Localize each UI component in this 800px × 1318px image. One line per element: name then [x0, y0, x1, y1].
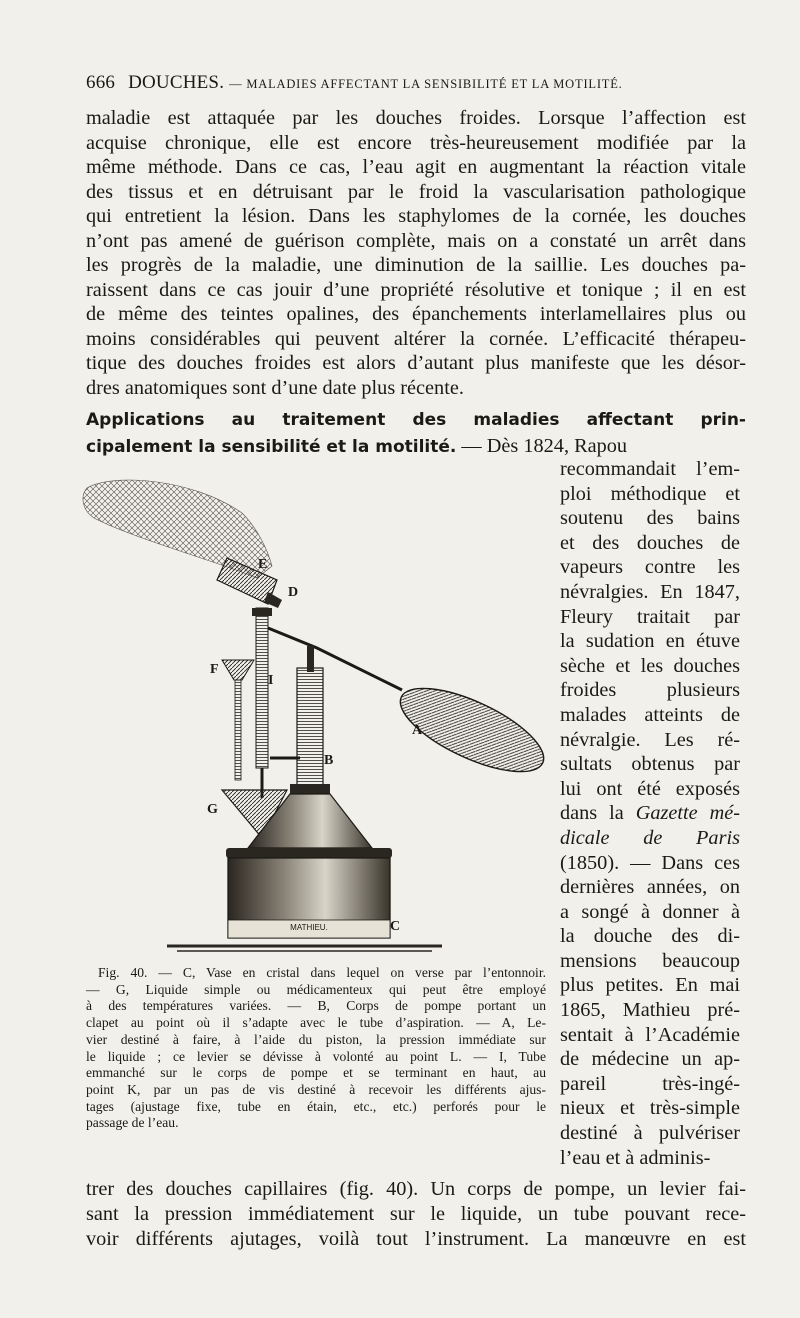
ground-shadow: [167, 946, 442, 951]
label-F: F: [210, 662, 219, 677]
text-line: vapeurs contre les: [560, 556, 740, 579]
text-line: moins considérables qui peuvent altérer la cornée. L’efficacité thérapeu-: [86, 327, 746, 350]
text-line: destiné à pulvériser: [560, 1122, 740, 1145]
text-line: [560, 801, 740, 826]
text-line: trer des douches capillaires (fig. 40). Un corps de pompe, un levier fai-: [86, 1178, 746, 1200]
text-line: voir différents ajutages, voilà tout l’instrument. La manœuvre en est: [86, 1228, 746, 1250]
text-line: sentait à l’Académie: [560, 1023, 740, 1046]
text-line: sant la pression immédiatement sur le liquide, un tube pouvant rece-: [86, 1203, 746, 1225]
text-line: mensions beaucoup: [560, 949, 740, 972]
journal-title-start: Gazette mé-: [635, 802, 740, 825]
text-line: tique des douches froides est alors d’autant plus manifeste que les désor-: [86, 352, 746, 374]
caption-line: emmanché sur le corps de pompe et se terminant en haut, au: [86, 1065, 546, 1081]
journal-title-end: dicale de Paris: [560, 826, 740, 849]
text-line: la sudation en étuve: [560, 630, 740, 653]
text-line: même méthode. Dans ce cas, l’eau agit en augmentant la réaction vitale: [86, 156, 746, 178]
running-title: DOUCHES.: [128, 72, 225, 93]
caption-line: point K, par un pas de vis destiné à recevoir les différents ajus-: [86, 1081, 546, 1097]
text-line: des tissus et en détruisant par le froid la vascularisation pathologique: [86, 180, 746, 203]
text-line: les progrès de la maladie, une diminution de la saillie. Les douches pa-: [86, 254, 746, 276]
text-line: la douche des di-: [560, 925, 740, 948]
text-line: recommandait l’em-: [560, 458, 740, 480]
caption-line: vier destiné à faire, à l’aide du piston, la pression immédiate sur: [86, 1031, 546, 1047]
text-line: l’eau et à adminis-: [560, 1146, 711, 1169]
right-column-text: [560, 457, 740, 1170]
text-line: raissent dans ce cas jouir d’une propriété résolutive et tonique ; il en est: [86, 278, 746, 301]
text-line: dres anatomiques sont d’une date plus récente.: [86, 376, 464, 399]
caption-line: clapet au point où il s’adapte avec le tube d’aspiration. — A, Le-: [86, 1015, 546, 1031]
text-line: acquise chronique, elle est encore très-heureusement modifiée par la: [86, 131, 746, 154]
text-line: nieux et très-simple: [560, 1097, 740, 1120]
text-line: malades atteints de: [560, 703, 740, 726]
section-title: — MALADIES AFFECTANT LA SENSIBILITÉ ET LA MOTILITÉ.: [229, 77, 623, 91]
label-I: I: [268, 673, 274, 688]
text-line: névralgies. En 1847,: [560, 580, 740, 603]
text-line: ploi méthodique et: [560, 482, 740, 505]
text-line: maladie est attaquée par les douches froides. Lorsque l’affection est: [86, 107, 746, 129]
heading-line-1: Applications au traitement des maladies affectant prin-: [86, 410, 746, 430]
spray-plume: [83, 480, 272, 578]
caption-line: passage de l’eau.: [86, 1115, 179, 1131]
text-line: de médecine un ap-: [560, 1048, 740, 1071]
text-line: pareil très-ingé-: [560, 1072, 740, 1095]
text-line: sultats obtenus par: [560, 753, 740, 776]
text-line: soutenu des bains: [560, 507, 740, 530]
text-line: lui ont été exposés: [560, 777, 740, 800]
text-line: n’ont pas amené de guérison complète, mais on a constaté un arrêt dans: [86, 229, 746, 252]
text-line: froides plusieurs: [560, 679, 740, 702]
caption-line: Fig. 40. — C, Vase en cristal dans lequel on verse par l’entonnoir.: [98, 965, 546, 980]
running-header: [86, 72, 746, 94]
figure-pulverizer-engraving: [72, 468, 552, 958]
caption-line: tages (ajustage fixe, tube en étain, etc., etc.) perforés pour le: [86, 1098, 546, 1114]
text-line: Fleury traitait par: [560, 605, 740, 628]
text-line: névralgie. Les ré-: [560, 728, 740, 751]
bottom-paragraph: [86, 1177, 746, 1252]
text-line: et des douches de: [560, 531, 740, 554]
caption-line: le liquide ; ce levier se dévisse à volonté au point L. — I, Tube: [86, 1048, 546, 1064]
vertical-tube-I: [252, 608, 272, 768]
label-G: G: [207, 802, 218, 817]
funnel-F: [222, 660, 254, 780]
text-line: [560, 826, 740, 851]
text-line: 1865, Mathieu pré-: [560, 999, 740, 1022]
label-A: A: [412, 723, 423, 738]
top-paragraph: [86, 106, 746, 400]
text-line: plus petites. En mai: [560, 974, 740, 997]
pump-body-B: [290, 646, 330, 794]
text-line: dernières années, on: [560, 876, 740, 899]
heading-bold: cipalement la sensibilité et la motilité.: [86, 437, 457, 457]
heading-line-2: [86, 433, 746, 460]
text-fragment: dans la: [560, 802, 624, 825]
label-C: C: [390, 919, 401, 934]
label-D: D: [288, 585, 299, 600]
heading-tail: — Dès 1824, Rapou: [456, 435, 628, 457]
label-E: E: [258, 557, 268, 572]
text-line: (1850). — Dans ces: [560, 851, 740, 874]
label-B: B: [324, 753, 334, 768]
caption-line: — G, Liquide simple ou médicamenteux qui peut être employé: [86, 981, 546, 997]
page-number: 666: [86, 72, 116, 93]
caption-line: à des températures variées. — B, Corps de pompe portant un: [86, 998, 546, 1014]
vase-C: [228, 858, 390, 938]
section-heading: [86, 407, 746, 460]
text-line: qui entretient la lésion. Dans les staphylomes de la cornée, les douches: [86, 205, 746, 227]
text-line: sèche et les douches: [560, 654, 740, 677]
figure-caption: [86, 965, 546, 1132]
text-line: de même des teintes opalines, des épanchements interlamellaires plus ou: [86, 303, 746, 325]
text-line: a songé à donner à: [560, 900, 740, 923]
maker-mark: MATHIEU.: [290, 923, 328, 932]
